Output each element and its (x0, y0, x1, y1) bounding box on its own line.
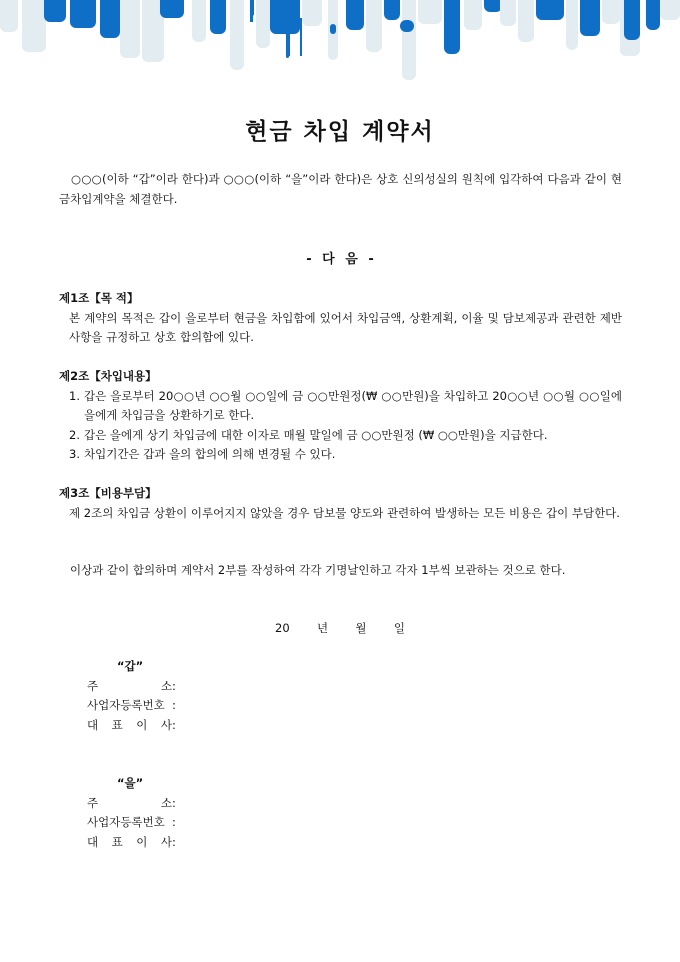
decorative-bar (366, 0, 382, 52)
label-char: 이 (136, 834, 148, 849)
item-text: 차입기간은 갑과 을의 합의에 의해 변경될 수 있다. (84, 447, 336, 461)
decorative-bar (120, 0, 140, 58)
field-label (87, 813, 172, 833)
field-label (87, 794, 172, 814)
article-item-list (59, 387, 622, 465)
article-body: 제 2조의 차입금 상환이 이루어지지 않았을 경우 담보물 양도와 관련하여 발생하는 모든 비용은 갑이 부담한다. (69, 505, 620, 520)
field-label (87, 696, 172, 716)
section-heading: - 다 음 - (306, 252, 374, 267)
decorative-bar (346, 0, 364, 30)
label-char: 사업자등록번호 (87, 815, 165, 829)
list-item (59, 426, 622, 446)
decorative-bar (402, 0, 416, 80)
decorative-line (250, 0, 253, 22)
field-colon: : (172, 717, 176, 732)
decorative-bar (660, 0, 680, 20)
article-2 (59, 367, 622, 465)
decorative-bar (270, 0, 300, 34)
document-title: 현금 차입 계약서 (245, 119, 435, 145)
item-number: 3. (69, 447, 80, 461)
decorative-bar (160, 0, 184, 18)
party-name: “갑” (117, 659, 144, 673)
item-text: 갑은 을로부터 20○○년 ○○월 ○○일에 금 ○○만원정(₩ ○○만원)을 차입하고 20○○년 ○○월 ○○일에 을에게 차입금을 상환하기로 한다. (84, 388, 622, 422)
intro-paragraph: ○○○(이하 “갑”이라 한다)과 ○○○(이하 “을”이라 한다)은 상호 신의성실의 원칙에 입각하여 다음과 같이 현금차입계약을 체결한다. (59, 172, 622, 206)
article-title: 제3조【비용부담】 (59, 486, 157, 500)
decorative-bar (624, 0, 640, 40)
field-colon: : (172, 698, 176, 712)
field-colon: : (172, 815, 176, 829)
closing-paragraph: 이상과 같이 합의하며 계약서 2부를 작성하여 각각 기명날인하고 각자 1부씩 보관하는 것으로 한다. (70, 563, 566, 577)
field-colon: : (172, 795, 176, 810)
decorative-bar (70, 0, 96, 28)
decorative-bar (400, 20, 414, 32)
address-field (87, 677, 387, 697)
field-colon: : (172, 834, 176, 849)
decorative-bar (518, 0, 534, 42)
decorative-bar (0, 0, 18, 32)
label-char: 사업자등록번호 (87, 698, 165, 712)
decorative-bar (444, 0, 460, 54)
representative-field (87, 716, 387, 736)
field-colon: : (172, 678, 176, 693)
business-number-field (87, 696, 387, 716)
party-name: “을” (117, 776, 144, 790)
label-char: 소 (160, 678, 172, 693)
date-year-prefix: 20 (275, 621, 290, 635)
item-text: 갑은 을에게 상기 차입금에 대한 이자로 매월 말일에 금 ○○만원정 (₩ ○○만원)을 지급한다. (84, 427, 548, 442)
header-decoration (0, 0, 680, 90)
decorative-bar (646, 0, 660, 30)
contract-date (0, 619, 680, 639)
decorative-bar (302, 0, 322, 26)
label-char: 표 (111, 834, 123, 849)
article-title: 제2조【차입내용】 (59, 369, 157, 383)
article-body: 본 계약의 목적은 갑이 을로부터 현금을 차입함에 있어서 차입금액, 상환계획, 이율 및 담보제공과 관련한 제반사항을 규정하고 상호 합의함에 있다. (69, 310, 622, 344)
list-item (59, 387, 622, 426)
item-number: 2. (69, 427, 80, 442)
decorative-bar (100, 0, 120, 38)
date-day: 일 (393, 621, 405, 635)
decorative-bar (464, 0, 482, 30)
label-char: 사 (160, 717, 172, 732)
decorative-line (300, 18, 302, 56)
article-3 (59, 484, 622, 523)
label-char: 소 (160, 795, 172, 810)
field-label (87, 677, 172, 697)
label-char: 사 (160, 834, 172, 849)
date-year: 년 (317, 621, 329, 635)
label-char: 대 (87, 834, 99, 849)
list-item (59, 445, 622, 465)
decorative-bar (330, 24, 336, 34)
label-char: 주 (87, 678, 99, 693)
decorative-bar (44, 0, 66, 22)
item-number: 1. (69, 388, 80, 403)
article-1 (59, 289, 622, 348)
field-label (87, 716, 172, 736)
decorative-bar (602, 0, 620, 24)
party-eul (87, 774, 387, 852)
label-char: 이 (136, 717, 148, 732)
field-label (87, 833, 172, 853)
decorative-bar (22, 0, 46, 52)
decorative-bar (418, 0, 442, 24)
label-char: 주 (87, 795, 99, 810)
decorative-bar (580, 0, 600, 36)
decorative-bar (484, 0, 502, 12)
decorative-bar (192, 0, 206, 42)
decorative-bar (210, 0, 226, 34)
business-number-field (87, 813, 387, 833)
article-title: 제1조【목 적】 (59, 291, 139, 305)
representative-field (87, 833, 387, 853)
decorative-bar (566, 0, 578, 50)
label-char: 표 (111, 717, 123, 732)
date-month: 월 (355, 621, 367, 635)
decorative-bar (256, 0, 270, 48)
decorative-bar (384, 0, 400, 20)
party-gap (87, 657, 387, 735)
decorative-bar (500, 0, 516, 26)
address-field (87, 794, 387, 814)
label-char: 대 (87, 717, 99, 732)
decorative-bar (536, 0, 564, 20)
decorative-bar (230, 0, 244, 70)
decorative-line (288, 20, 290, 56)
